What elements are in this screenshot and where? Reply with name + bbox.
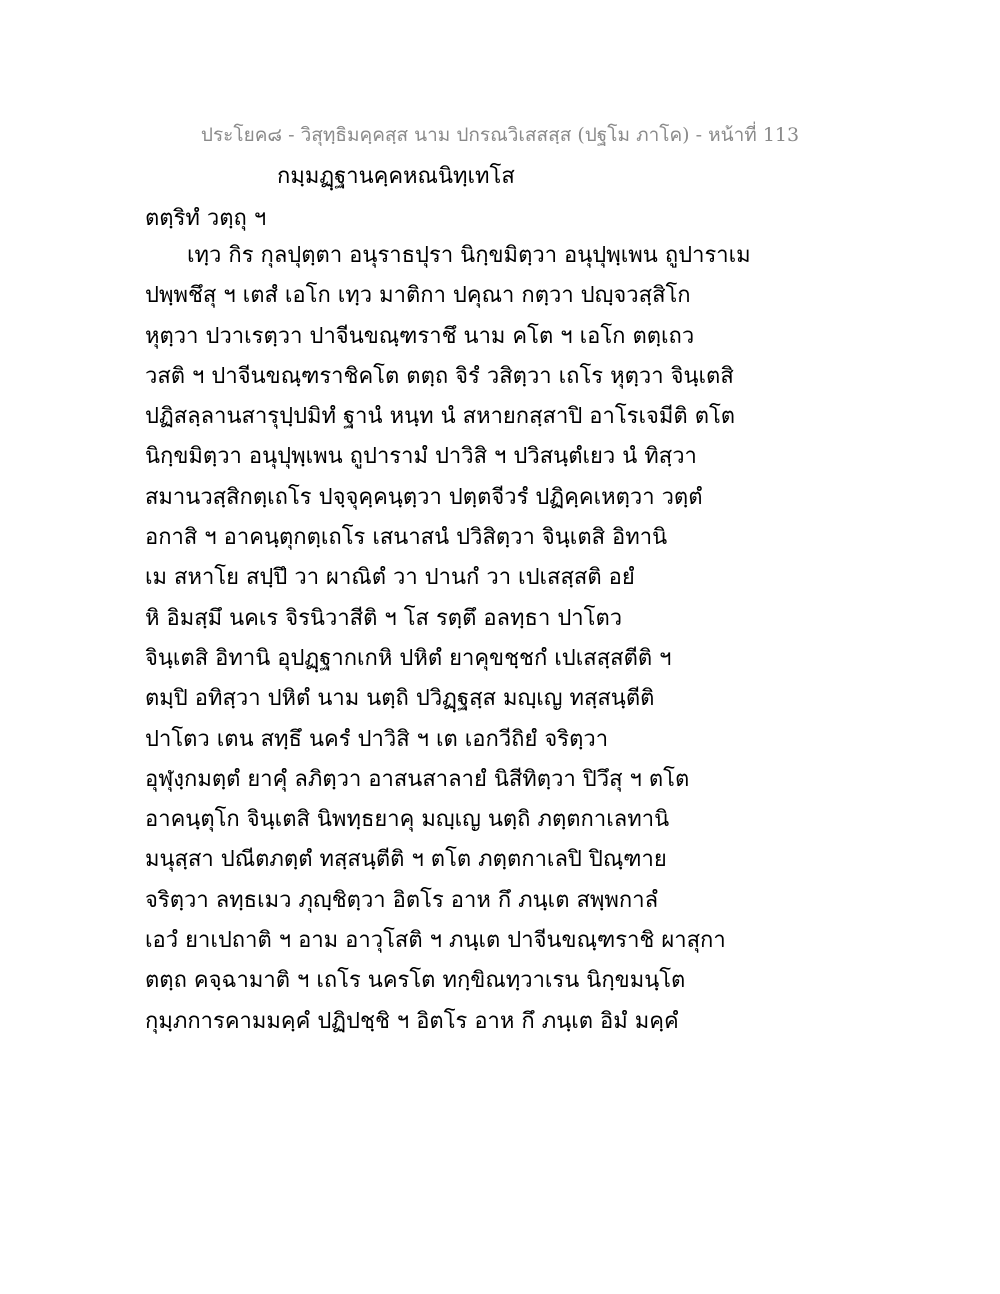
text-line: สมานวสฺสิกตฺเถโร ปจฺจุคฺคนฺตฺวา ปตฺตจีวรํ ปฏิคฺคเหตฺวา วตฺตํ <box>145 484 703 510</box>
text-line: อกาสิ ฯ อาคนฺตุกตฺเถโร เสนาสนํ ปวิสิตฺวา จินฺเตสิ อิทานิ <box>145 525 668 551</box>
text-line: มนุสฺสา ปณีตภตฺตํ ทสฺสนฺตีติ ฯ ตโต ภตฺตกาเลปิ ปิณฺฑาย <box>145 847 667 873</box>
text-line: นิกฺขมิตฺวา อนุปุพฺเพน ถูปารามํ ปาวิสิ ฯ ปวิสนฺตํเยว นํ ทิสฺวา <box>145 444 697 470</box>
text-line: อุฬุงฺกมตฺตํ ยาคุํ ลภิตฺวา อาสนสาลายํ นิสีทิตฺวา ปิวึสุ ฯ ตโต <box>145 766 690 792</box>
text-line: ปาโตว เตน สทฺธึ นครํ ปาวิสิ ฯ เต เอกวีถิยํ จริตฺวา <box>145 726 609 752</box>
text-line: จริตฺวา ลทฺธเมว ภุญฺชิตฺวา อิตโร อาห กึ ภนฺเต สพฺพกาลํ <box>145 887 659 913</box>
text-line: กุมฺภการคามมคฺคํ ปฏิปชฺชิ ฯ อิตโร อาห กึ ภนฺเต อิมํ มคฺคํ <box>145 1008 679 1034</box>
text-line: เอวํ ยาเปถาติ ฯ อาม อาวุโสติ ฯ ภนฺเต ปาจีนขณฺฑราชิ ผาสุกา <box>145 928 726 954</box>
text-line: ตตฺถ คจฺฉามาติ ฯ เถโร นครโต ทกฺขิณทฺวาเรน นิกฺขมนฺโต <box>145 968 686 994</box>
text-line: ปฏิสลฺลานสารุปฺปมิทํ ฐานํ หนฺท นํ สหายกสฺสาปิ อาโรเจมีติ ตโต <box>145 404 736 430</box>
text-line: อาคนฺตุโก จินฺเตสิ นิพทฺธยาคุ มญฺเญ นตฺถิ ภตฺตกาเลทานิ <box>145 807 670 833</box>
text-line: เม สหาโย สปฺปึ วา ผาณิตํ วา ปานกํ วา เปเสสฺสติ อยํ <box>145 565 635 591</box>
text-line: ปพฺพชึสุ ฯ เตสํ เอโก เทฺว มาติกา ปคุณา กตฺวา ปญฺจวสฺสิโก <box>145 283 691 309</box>
text-line: หุตฺวา ปวาเรตฺวา ปาจีนขณฺฑราชึ นาม คโต ฯ เอโก ตตฺเถว <box>145 323 695 349</box>
text-line: วสติ ฯ ปาจีนขณฺฑราชิคโต ตตฺถ จิรํ วสิตฺวา เถโร หุตฺวา จินฺเตสิ <box>145 363 734 389</box>
text-line: หิ อิมสฺมึ นคเร จิรนิวาสีติ ฯ โส รตฺตึ อลทฺธา ปาโตว <box>145 605 623 631</box>
text-line: เทฺว กิร กุลปุตฺตา อนุราธปุรา นิกฺขมิตฺวา อนุปุพฺเพน ถูปาราเม <box>187 243 751 268</box>
body-text <box>145 240 865 1046</box>
section-subtitle: ตตฺริทํ วตฺถุ ฯ <box>145 206 267 231</box>
section-title: กมฺมฏฺฐานคฺคหณนิทฺเทโส <box>277 164 515 189</box>
text-line: จินฺเตสิ อิทานิ อุปฏฺฐากเกหิ ปหิตํ ยาคุขชฺชกํ เปเสสฺสตีติ ฯ <box>145 645 672 671</box>
text-line: ตมฺปิ อทิสฺวา ปหิตํ นาม นตฺถิ ปวิฏฺฐสฺส มญฺเญ ทสฺสนฺตีติ <box>145 686 655 712</box>
running-header: ประโยค๘ - วิสุทฺธิมคฺคสฺส นาม ปกรณวิเสสสฺส (ปฐโม ภาโค) - หน้าที่ 113 <box>200 124 800 146</box>
